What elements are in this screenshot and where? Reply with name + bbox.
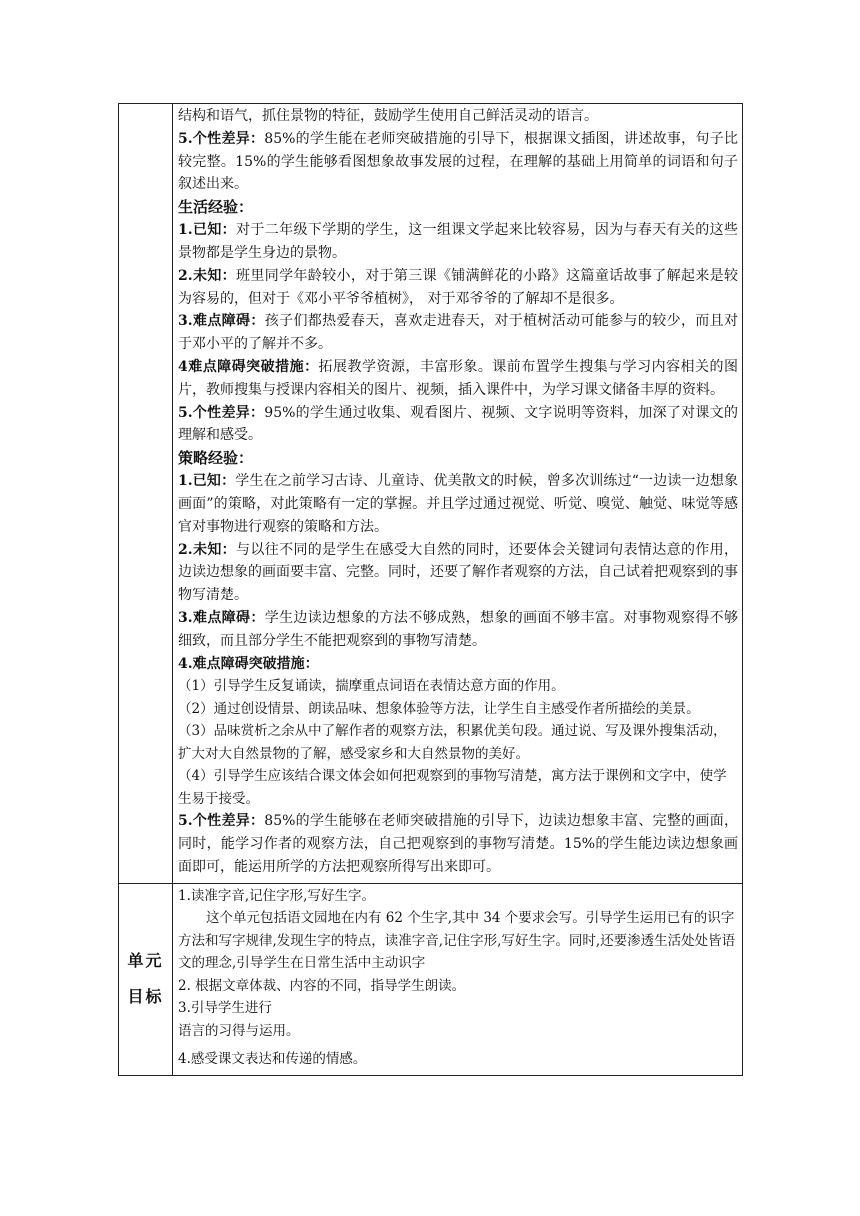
life-item (178, 402, 738, 448)
life-item-head: 5.个性差异： (178, 404, 265, 421)
unit-goals-content-cell (173, 883, 743, 1075)
life-item (178, 219, 738, 265)
goals-label: 目标 (127, 987, 164, 1007)
life-item-text: 班里同学年龄较小，对于第三课《铺满鲜花的小路》这篇童话故事了解起来是较为容易的，但对于《邓小平爷爷植树》， 对于邓爷爷的了解却不是很多。 (178, 267, 738, 307)
life-item-head: 4难点障碍突破措施： (178, 358, 319, 375)
analysis-content-cell (173, 104, 743, 884)
diff-text-2: 85%的学生能够在老师突破措施的引导下，边读边想象丰富、完整的画面，同时，能学习作者的观察方法，自己把观察到的事物写清楚。15%的学生能边读边想象画面即可，能运用所学的方法把观察所得写出来即可。 (178, 813, 738, 875)
intro-text: 结构和语气，抓住景物的特征，鼓励学生使用自己鲜活灵动的语言。 (178, 108, 598, 124)
analysis-label-cell (119, 104, 173, 884)
strategy-heading: 策略经验： (178, 449, 254, 468)
goal-item: 2. 根据文章体裁、内容的不同，指导学生朗读。 (178, 977, 466, 994)
unit-label: 单元 (127, 951, 164, 971)
goal-item: 3.引导学生进行 (178, 1000, 272, 1017)
life-item (178, 265, 738, 311)
strategy-item-text: 学生边读边想象的方法不够成熟，想象的画面不够丰富。对事物观察得不够细致，而且部分学生不能把观察到的事物写清楚。 (178, 609, 738, 649)
goal-item: 4.感受课文表达和传递的情感。 (178, 1051, 367, 1068)
lesson-plan-table (118, 103, 743, 1076)
strategy-item-text: 与以往不同的是学生在感受大自然的同时，还要体会关键词句表情达意的作用，边读边想象的画面要丰富、完整。同时，还要了解作者观察的方法，自己试着把观察到的事物写清楚。 (178, 541, 738, 604)
life-item-text: 对于二年级下学期的学生，这一组课文学起来比较容易，因为与春天有关的这些景物都是学生身边的景物。 (178, 222, 738, 261)
diff-head-1: 5.个性差异： (178, 130, 265, 147)
life-item-head: 1.已知： (178, 222, 237, 239)
measure-item: （2）通过创设情景、朗读品味、想象体验等方法，让学生自主感受作者所描绘的美景。 (178, 700, 700, 717)
life-item-head: 2.未知： (178, 267, 237, 284)
analysis-row (119, 104, 743, 884)
strategy-item-head: 2.未知： (178, 541, 237, 558)
strategy-item (178, 470, 738, 538)
goal-item: 语言的习得与运用。 (178, 1022, 300, 1039)
strategy-item-head: 3.难点障碍： (178, 609, 265, 626)
diff-text-1: 85%的学生能在老师突破措施的引导下，根据课文插图，讲述故事，句子比较完整。15%的学生能够看图想象故事发展的过程，在理解的基础上用简单的词语和句子叙述出来。 (178, 130, 738, 193)
strategy-item (178, 607, 738, 653)
diff-paragraph-2 (178, 810, 738, 878)
unit-goals-row (119, 883, 743, 1075)
life-item-text: 拓展教学资源，丰富形象。课前布置学生搜集与学习内容相关的图片，教师搜集与授课内容相关的图片、视频，插入课件中，为学习课文储备丰厚的资料。 (178, 358, 738, 398)
unit-goals-label-cell (119, 883, 173, 1075)
strategy-item (178, 653, 738, 676)
life-heading: 生活经验： (178, 198, 254, 217)
strategy-item (178, 539, 738, 607)
diff-head-2: 5.个性差异： (178, 813, 265, 830)
life-item-text: 95%的学生通过收集、观看图片、视频、文字说明等资料，加深了对课文的理解和感受。 (178, 404, 738, 444)
goal-item: 这个单元包括语文园地在内有 62 个生字,其中 34 个要求会写。引导学生运用已有的识字方法和写字规律,发现生字的特点，读准字音,记住字形,写好生字。同时,还要渗透生活处处皆语文的理念,引导学生在日常生活中主动识字 (178, 910, 736, 972)
measure-item: （4）引导学生应该结合课文体会如何把观察到的事物写清楚，寓方法于课例和文字中，使学生易于接受。 (178, 768, 727, 807)
life-item (178, 310, 738, 356)
strategy-item-head: 4.难点障碍突破措施： (178, 655, 319, 672)
measure-item: （1）引导学生反复诵读，揣摩重点词语在表情达意方面的作用。 (178, 678, 565, 695)
diff-paragraph-1 (178, 128, 738, 196)
measure-item: （3）品味赏析之余从中了解作者的观察方法，积累优美句段。通过说、写及课外搜集活动，扩大对大自然景物的了解，感受家乡和大自然景物的美好。 (178, 723, 727, 762)
life-item-text: 孩子们都热爱春天，喜欢走进春天，对于植树活动可能参与的较少，而且对于邓小平的了解并不多。 (178, 313, 738, 353)
life-item-head: 3.难点障碍： (178, 313, 265, 330)
life-item (178, 356, 738, 402)
strategy-item-text: 学生在之前学习古诗、儿童诗、优美散文的时候，曾多次训练过“一边读一边想象画面”的策略，对此策略有一定的掌握。并且学过通过视觉、听觉、嗅觉、触觉、味觉等感官对事物进行观察的策略和方法。 (178, 473, 739, 535)
strategy-item-head: 1.已知： (178, 473, 236, 490)
goal-item: 1.读准字音,记住字形,写好生字。 (178, 887, 375, 904)
